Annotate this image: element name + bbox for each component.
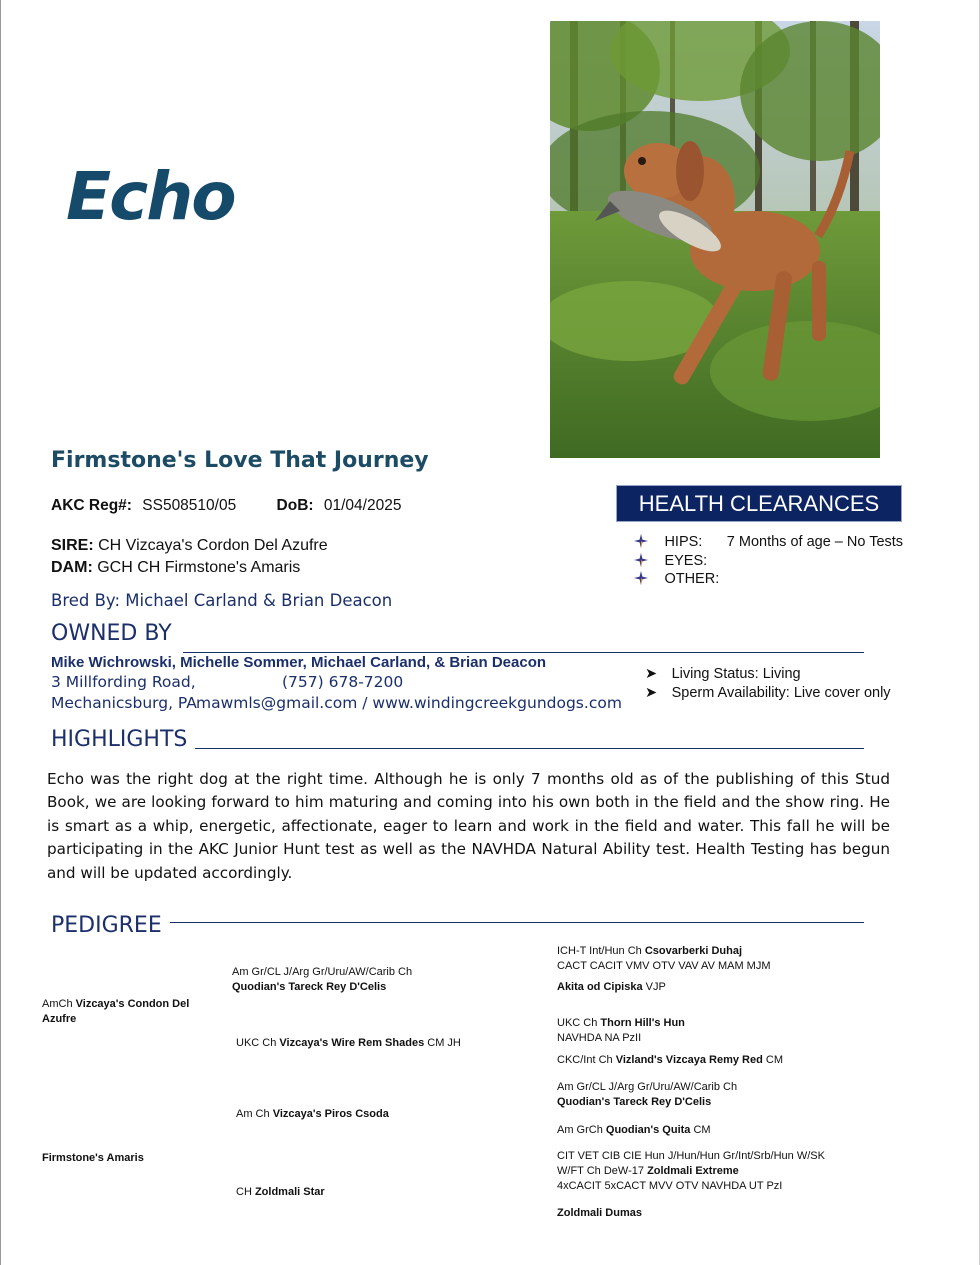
pedigree-gen3-5-prefix: Am Gr/CL J/Arg Gr/Uru/AW/Carib Ch <box>557 1081 738 1093</box>
pedigree-dam-sire-name: Vizcaya's Piros Csoda <box>272 1108 389 1120</box>
four-point-star-bullet-icon <box>634 534 648 548</box>
pedigree-dam-sire <box>236 1107 389 1122</box>
sperm-availability-item <box>645 684 891 702</box>
sire-line <box>51 537 328 555</box>
pedigree-gen3-3-suffix: NAVHDA NA PzII <box>557 1032 642 1044</box>
bred-by: Bred By: Michael Carland & Brian Deacon <box>51 591 393 610</box>
highlights-rule <box>195 748 864 749</box>
pedigree-gen3-7 <box>557 1149 847 1194</box>
pedigree-gen3-7-suffix: 4xCACIT 5xCACT MVV OTV NAVHDA UT PzI <box>557 1180 783 1192</box>
pedigree-rule <box>170 922 864 923</box>
pedigree-sire <box>42 997 212 1027</box>
arrow-bullet-icon: ➤ <box>645 666 658 682</box>
pedigree-dam <box>42 1151 144 1166</box>
call-name-title: Echo <box>66 158 235 235</box>
pedigree-gen3-6-name: Quodian's Quita <box>605 1124 691 1136</box>
registration-line <box>51 497 401 515</box>
highlights-heading: HIGHLIGHTS <box>51 727 188 752</box>
pedigree-gen3-8 <box>557 1206 642 1221</box>
dam-label: DAM: <box>51 559 93 576</box>
pedigree-gen3-4-suffix: CM <box>765 1054 783 1066</box>
pedigree-sire-sire-prefix: Am Gr/CL J/Arg Gr/Uru/AW/Carib Ch <box>232 966 413 978</box>
pedigree-gen3-2-name: Akita od Cipiska <box>557 981 643 993</box>
sire-value: CH Vizcaya's Cordon Del Azufre <box>98 537 328 554</box>
pedigree-sire-sire <box>232 965 412 995</box>
pedigree-gen3-5-name: Quodian's Tareck Rey D'Celis <box>557 1096 712 1108</box>
address-line-1: 3 Millfording Road, <box>51 673 196 691</box>
health-item-eyes <box>634 552 707 570</box>
pedigree-sire-sire-name: Quodian's Tareck Rey D'Celis <box>232 981 387 993</box>
health-item-hips <box>634 533 903 551</box>
dog-retrieving-bird-photo <box>550 21 880 458</box>
email-website: mawmls@gmail.com / www.windingcreekgundogs.com <box>196 694 622 712</box>
pedigree-gen3-7-name: Zoldmali Extreme <box>647 1165 739 1177</box>
owned-by-rule <box>183 652 864 653</box>
highlights-text: Echo was the right dog at the right time. Although he is only 7 months old as of the publishing of this Stud Book, we are looking forward to him maturing and coming into his own both in the field and the show ring. He is smart as a whip, energetic, affectionate, eager to learn and work in the field and water. This fall he will be participating in the AKC Junior Hunt test as well as the NAVHDA Natural Ability test. Health Testing has begun and will be updated accordingly. <box>47 770 890 882</box>
akc-value: SS508510/05 <box>142 497 237 514</box>
dog-photo <box>550 21 880 458</box>
living-status-item <box>645 665 801 683</box>
pedigree-gen3-1-prefix: ICH-T Int/Hun Ch <box>557 945 642 957</box>
pedigree-sire-prefix: AmCh <box>42 998 73 1010</box>
pedigree-gen3-3 <box>557 1016 685 1046</box>
dob-label: DoB: <box>276 497 314 514</box>
pedigree-sire-dam-name: Vizcaya's Wire Rem Shades <box>279 1037 425 1049</box>
pedigree-gen3-3-prefix: UKC Ch <box>557 1017 598 1029</box>
pedigree-gen3-7-prefix: CIT VET CIB CIE Hun J/Hun/Hun Gr/Int/Srb/Hun W/SK W/FT Ch DeW-17 <box>557 1150 825 1177</box>
sperm-availability: Sperm Availability: Live cover only <box>671 685 891 701</box>
akc-label: AKC Reg#: <box>51 497 132 514</box>
pedigree-dam-name: Firmstone's Amaris <box>42 1152 144 1164</box>
arrow-bullet-icon: ➤ <box>645 685 658 701</box>
pedigree-gen3-1-suffix: CACT CACIT VMV OTV VAV AV MAM MJM <box>557 960 771 972</box>
sire-label: SIRE: <box>51 537 94 554</box>
health-clearances-banner <box>616 485 902 522</box>
pedigree-dam-sire-prefix: Am Ch <box>236 1108 270 1120</box>
pedigree-sire-dam <box>236 1036 461 1051</box>
dob-value: 01/04/2025 <box>323 497 402 514</box>
pedigree-dam-dam-prefix: CH <box>236 1186 252 1198</box>
registered-name: Firmstone's Love That Journey <box>51 448 429 473</box>
pedigree-dam-dam <box>236 1185 325 1200</box>
pedigree-gen3-3-name: Thorn Hill's Hun <box>600 1017 685 1029</box>
phone: (757) 678-7200 <box>282 673 404 691</box>
other-label: OTHER: <box>664 571 720 587</box>
pedigree-sire-name: Vizcaya's Condon Del Azufre <box>42 998 190 1025</box>
pedigree-heading: PEDIGREE <box>51 913 162 938</box>
pedigree-gen3-1 <box>557 944 837 974</box>
health-clearances-heading: HEALTH CLEARANCES <box>638 490 880 516</box>
living-status: Living Status: Living <box>671 666 801 682</box>
health-item-other <box>634 570 719 588</box>
pedigree-dam-dam-name: Zoldmali Star <box>254 1186 325 1198</box>
pedigree-sire-dam-suffix: CM JH <box>427 1037 461 1049</box>
eyes-label: EYES: <box>664 553 708 569</box>
hips-label: HIPS: <box>664 534 703 550</box>
pedigree-gen3-6 <box>557 1123 711 1138</box>
pedigree-gen3-8-name: Zoldmali Dumas <box>557 1207 642 1219</box>
hips-value: 7 Months of age – No Tests <box>726 534 904 550</box>
pedigree-gen3-4-prefix: CKC/Int Ch <box>557 1054 613 1066</box>
address-line-2: Mechanicsburg, PA <box>51 694 197 712</box>
pedigree-gen3-1-name: Csovarberki Duhaj <box>644 945 743 957</box>
pedigree-gen3-5 <box>557 1080 737 1110</box>
pedigree-gen3-2-suffix: VJP <box>645 981 666 993</box>
four-point-star-bullet-icon <box>634 553 648 567</box>
owner-names: Mike Wichrowski, Michelle Sommer, Michael Carland, & Brian Deacon <box>51 654 547 671</box>
owned-by-heading: OWNED BY <box>51 621 172 646</box>
pedigree-gen3-4 <box>557 1053 783 1068</box>
pedigree-gen3-6-prefix: Am GrCh <box>557 1124 603 1136</box>
pedigree-gen3-4-name: Vizland's Vizcaya Remy Red <box>615 1054 763 1066</box>
page-edge-left <box>0 0 1 1265</box>
dam-value: GCH CH Firmstone's Amaris <box>97 559 301 576</box>
pedigree-gen3-6-suffix: CM <box>693 1124 711 1136</box>
four-point-star-bullet-icon <box>634 571 648 585</box>
pedigree-gen3-2 <box>557 980 666 995</box>
dam-line <box>51 559 300 577</box>
pedigree-sire-dam-prefix: UKC Ch <box>236 1037 277 1049</box>
